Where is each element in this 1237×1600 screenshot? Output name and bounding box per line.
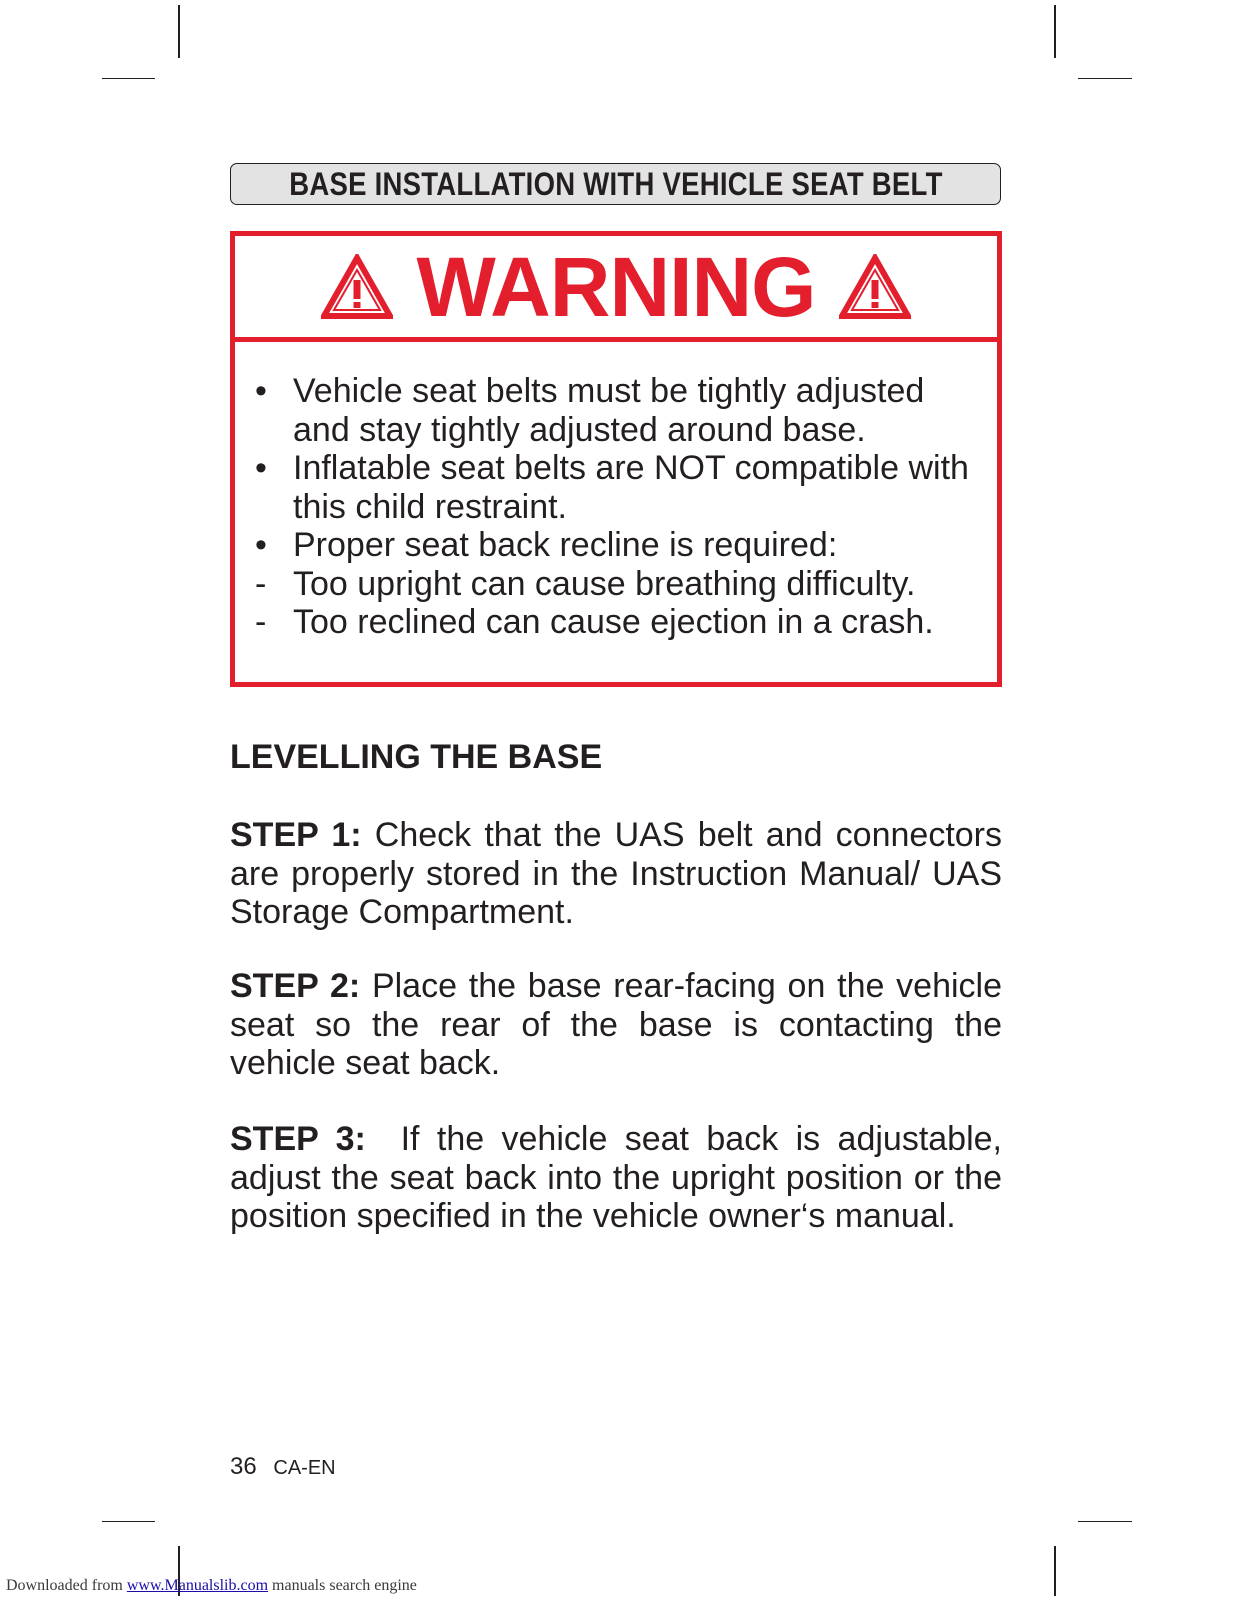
list-marker: • bbox=[255, 372, 267, 410]
download-note bbox=[6, 1577, 417, 1595]
download-note-prefix: Downloaded from bbox=[6, 1577, 127, 1594]
manualslib-link[interactable]: www.Manualslib.com bbox=[126, 1577, 269, 1594]
list-marker: • bbox=[255, 449, 267, 487]
list-marker: • bbox=[255, 526, 267, 564]
list-item-text: Proper seat back recline is required: bbox=[293, 526, 838, 564]
step-label: STEP 1: bbox=[230, 816, 362, 854]
crop-mark bbox=[1054, 5, 1056, 58]
section-header bbox=[230, 163, 1001, 205]
step-text: Place the base rear-facing on the vehicle seat so the rear of the base is contacting the vehicle seat back. bbox=[230, 967, 1002, 1082]
warning-list bbox=[249, 372, 987, 642]
crop-mark bbox=[1078, 1521, 1132, 1522]
list-item bbox=[249, 526, 987, 565]
crop-mark bbox=[102, 1521, 155, 1522]
list-item-text: Vehicle seat belts must be tightly adjusted and stay tightly adjusted around base. bbox=[293, 372, 925, 449]
step-paragraph bbox=[230, 967, 1002, 1083]
list-item-text: Too reclined can cause ejection in a crash. bbox=[293, 603, 934, 641]
step-paragraph bbox=[230, 816, 1002, 932]
warning-triangle-icon bbox=[839, 254, 911, 320]
crop-mark bbox=[1054, 1546, 1056, 1596]
warning-title: WARNING bbox=[416, 239, 816, 334]
warning-header bbox=[235, 236, 997, 342]
crop-mark bbox=[102, 78, 155, 79]
subheading: LEVELLING THE BASE bbox=[230, 738, 603, 776]
download-note-suffix: manuals search engine bbox=[268, 1577, 417, 1594]
step-label: STEP 2: bbox=[230, 967, 361, 1005]
step-paragraph bbox=[230, 1120, 1002, 1236]
step-text: If the vehicle seat back is adjustable, adjust the seat back into the upright position or the position specified in the vehicle owner‘s manual. bbox=[230, 1120, 1002, 1235]
step-text: Check that the UAS belt and connectors are properly stored in the Instruction Manual/ UAS Storage Compartment. bbox=[230, 816, 1002, 931]
list-item bbox=[249, 372, 987, 449]
list-item bbox=[249, 449, 987, 526]
list-item-text: Too upright can cause breathing difficulty. bbox=[293, 564, 916, 603]
warning-triangle-icon bbox=[321, 254, 393, 320]
list-marker: - bbox=[255, 564, 267, 603]
list-item bbox=[249, 565, 987, 604]
page-number: 36 bbox=[230, 1453, 257, 1480]
locale-code: CA-EN bbox=[273, 1457, 336, 1479]
crop-mark bbox=[178, 5, 180, 58]
list-item bbox=[249, 603, 987, 642]
crop-mark bbox=[1078, 78, 1132, 79]
step-label: STEP 3: bbox=[230, 1120, 366, 1158]
page-footer bbox=[230, 1453, 336, 1481]
section-header-text: BASE INSTALLATION WITH VEHICLE SEAT BELT bbox=[288, 165, 943, 202]
warning-box bbox=[230, 231, 1002, 687]
list-marker: - bbox=[255, 603, 267, 641]
list-item-text: Inflatable seat belts are NOT compatible with this child restraint. bbox=[293, 449, 969, 526]
